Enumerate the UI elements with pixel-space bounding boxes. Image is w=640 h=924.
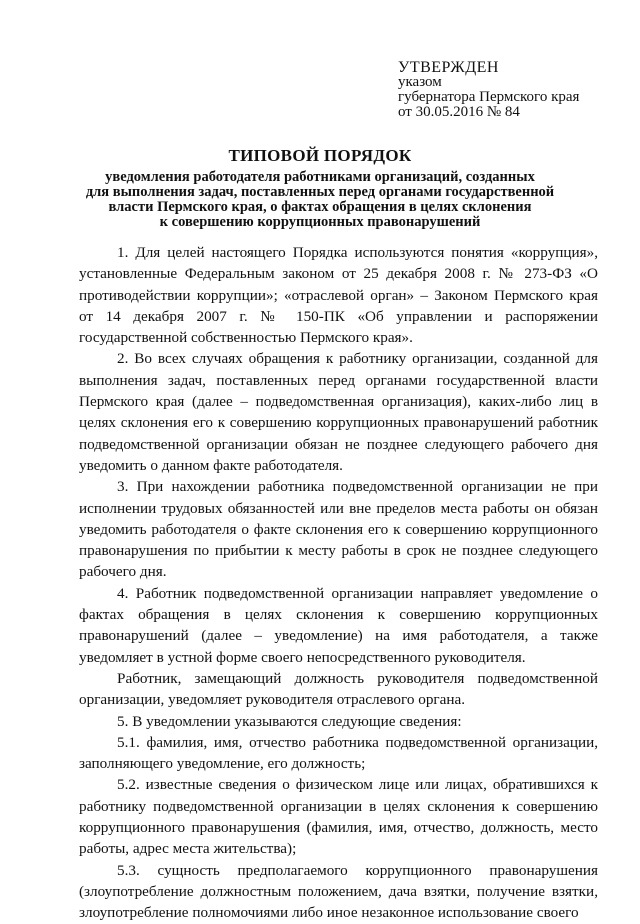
paragraph-4-note: Работник, замещающий должность руководителя подведомственной организации, уведомляет руководителя отраслевого органа. xyxy=(79,669,598,709)
paragraph-5-1: 5.1. фамилия, имя, отчество работника подведомственной организации, заполняющего уведомление, его должность; xyxy=(79,733,598,773)
approval-line-decree: указом xyxy=(398,74,442,90)
approval-line-governor: губернатора Пермского края xyxy=(398,89,580,105)
paragraph-4: 4. Работник подведомственной организации направляет уведомление о фактах обращения в целях склонения к совершению коррупционных правонарушений (далее – уведомление) на имя работодателя, а также уведомляет в устной форме своего непосредственного руководителя. xyxy=(79,584,598,666)
paragraph-2: 2. Во всех случаях обращения к работнику организации, созданной для выполнения задач, поставленных перед органами государственной власти Пермского края (далее – подведомственная организация), каких-либо лиц в целях склонения его к совершению коррупционных правонарушений работник подведомственной организации обязан не позднее следующего рабочего дня уведомить о данном факте работодателя. xyxy=(79,350,598,474)
document-body xyxy=(79,242,598,924)
paragraph-5: 5. В уведомлении указываются следующие сведения: xyxy=(117,712,462,730)
paragraph-5-2: 5.2. известные сведения о физическом лице или лицах, обратившихся к работнику подведомственной организации в целях склонения к совершению коррупционного правонарушения (фамилия, имя, отчество, должность, место работы, адрес места жительства); xyxy=(79,776,598,858)
subtitle-line: уведомления работодателя работниками организаций, созданных xyxy=(105,169,535,185)
subtitle-line: к совершению коррупционных правонарушений xyxy=(159,214,481,230)
subtitle-line: для выполнения задач, поставленных перед органами государственной xyxy=(85,184,555,200)
approval-line-date: от 30.05.2016 № 84 xyxy=(398,104,520,120)
subtitle-line: власти Пермского края, о фактах обращения в целях склонения xyxy=(108,199,532,215)
approval-heading: УТВЕРЖДЕН xyxy=(398,59,499,76)
paragraph-1: 1. Для целей настоящего Порядка используются понятия «коррупция», установленные Федеральным законом от 25 декабря 2008 г. № 273-ФЗ «О противодействии коррупции»; «отраслевой орган» – Законом Пермского края от 14 декабря 2007 г. № 150-ПК «Об управлении и распоряжении государственной собственностью Пермского края». xyxy=(79,244,598,347)
document-subtitle xyxy=(0,170,640,230)
document-title: ТИПОВОЙ ПОРЯДОК xyxy=(228,146,412,165)
paragraph-3: 3. При нахождении работника подведомственной организации не при исполнении трудовых обязанностей или вне пределов места работы он обязан уведомить работодателя о факте склонения его к совершению коррупционного правонарушения по прибытии к месту работы в срок не позднее следующего рабочего дня. xyxy=(79,478,598,581)
paragraph-5-3: 5.3. сущность предполагаемого коррупционного правонарушения (злоупотребление должностным положением, дача взятки, получение взятки, злоупотребление полномочиями либо иное незаконное использование своего xyxy=(79,861,598,922)
approval-stamp xyxy=(398,60,579,120)
